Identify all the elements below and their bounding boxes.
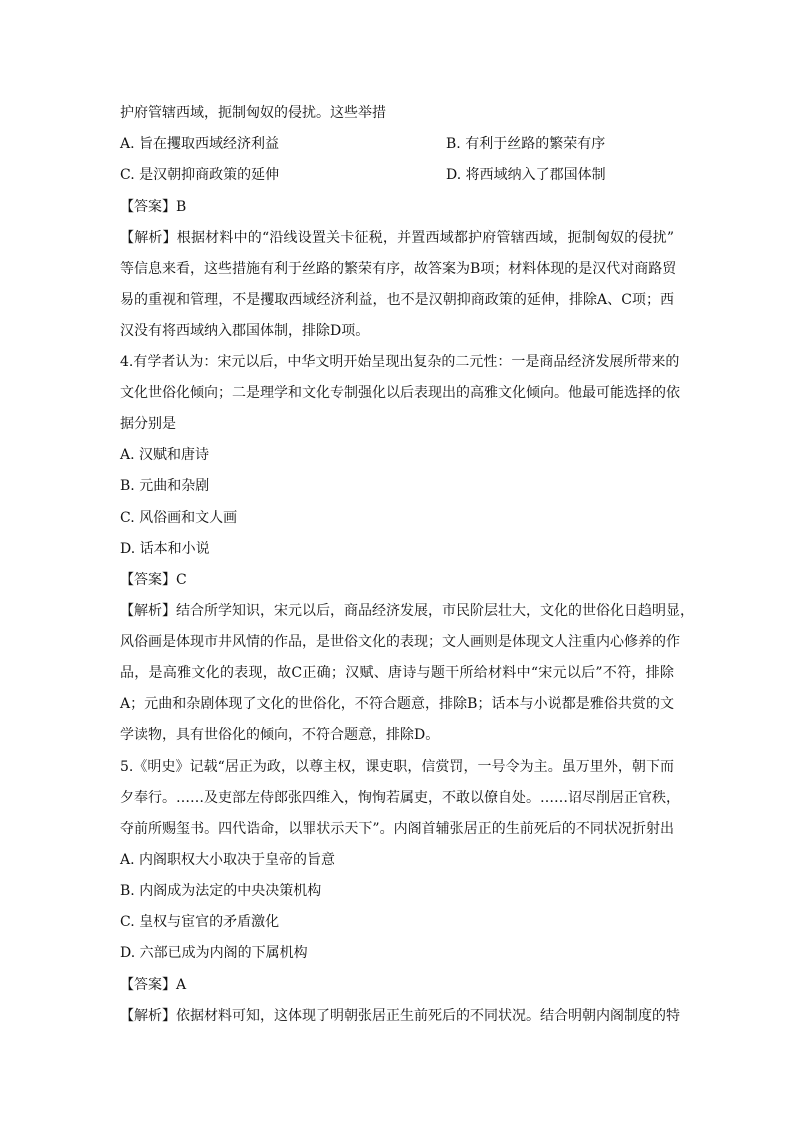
q5-analysis-line: 【解析】依据材料可知，这体现了明朝张居正生前死后的不同状况。结合明朝内阁制度的特	[120, 1008, 680, 1024]
q3-option-c: C. 是汉朝抑商政策的延伸	[120, 167, 280, 183]
q4-stem-line: 据分别是	[120, 416, 176, 432]
q3-analysis-line: 易的重视和管理，不是攫取西域经济利益，也不是汉朝抑商政策的延伸，排除A、C项；西	[120, 292, 674, 308]
q4-stem-line: 4.有学者认为：宋元以后，中华文明开始呈现出复杂的二元性：一是商品经济发展所带来的	[120, 354, 680, 370]
q4-option-d: D. 话本和小说	[120, 541, 210, 557]
q5-option-b: B. 内阁成为法定的中央决策机构	[120, 883, 322, 899]
q4-option-a: A. 汉赋和唐诗	[120, 447, 210, 463]
q3-answer: 【答案】B	[120, 199, 187, 215]
q4-analysis-line: 风俗画是体现市井风情的作品，是世俗文化的表现；文人画则是体现文人注重内心修养的作	[120, 634, 680, 650]
q4-analysis-line: A；元曲和杂剧体现了文化的世俗化，不符合题意，排除B；话本与小说都是雅俗共赏的文	[120, 696, 674, 712]
q4-stem-line: 文化世俗化倾向；二是理学和文化专制强化以后表现出的高雅文化倾向。他最可能选择的依	[120, 385, 680, 401]
q5-option-c: C. 皇权与宦官的矛盾激化	[120, 914, 280, 930]
q4-option-b: B. 元曲和杂剧	[120, 478, 210, 494]
q3-stem-tail: 护府管辖西域，扼制匈奴的侵扰。这些举措	[120, 105, 386, 121]
q5-answer: 【答案】A	[120, 977, 187, 993]
q4-analysis-line: 品，是高雅文化的表现，故C正确；汉赋、唐诗与题干所给材料中“宋元以后”不符，排除	[120, 665, 674, 681]
q5-stem-line: 夺前所赐玺书。四代诰命，以罪状示天下”。内阁首辅张居正的生前死后的不同状况折射出	[120, 821, 674, 837]
q4-analysis-line: 学读物，具有世俗化的倾向，不符合题意，排除D。	[120, 727, 440, 743]
q4-answer: 【答案】C	[120, 572, 187, 588]
q3-analysis-line: 【解析】根据材料中的“沿线设置关卡征税，并置西域都护府管辖西域，扼制匈奴的侵扰”	[120, 230, 674, 246]
q5-option-a: A. 内阁职权大小取决于皇帝的旨意	[120, 852, 336, 868]
q3-option-a: A. 旨在攫取西域经济利益	[120, 136, 280, 152]
q4-option-c: C. 风俗画和文人画	[120, 510, 238, 526]
q5-stem-line: 夕奉行。……及吏部左侍郎张四维入，恂恂若属吏，不敢以僚自处。……诏尽削居正官秩，	[120, 790, 680, 806]
q3-option-b: B. 有利于丝路的繁荣有序	[446, 136, 606, 152]
q5-option-d: D. 六部已成为内阁的下属机构	[120, 945, 308, 961]
q3-option-d: D. 将西域纳入了郡国体制	[446, 167, 606, 183]
q4-analysis-line: 【解析】结合所学知识，宋元以后，商品经济发展，市民阶层壮大，文化的世俗化日趋明显，	[120, 603, 694, 619]
q3-analysis-line: 等信息来看，这些措施有利于丝路的繁荣有序，故答案为B项；材料体现的是汉代对商路贸	[120, 261, 677, 277]
q3-analysis-line: 汉没有将西域纳入郡国体制，排除D项。	[120, 323, 370, 339]
q5-stem-line: 5.《明史》记载“居正为政，以尊主权，课吏职，信赏罚，一号令为主。虽万里外，朝下而	[120, 759, 674, 775]
